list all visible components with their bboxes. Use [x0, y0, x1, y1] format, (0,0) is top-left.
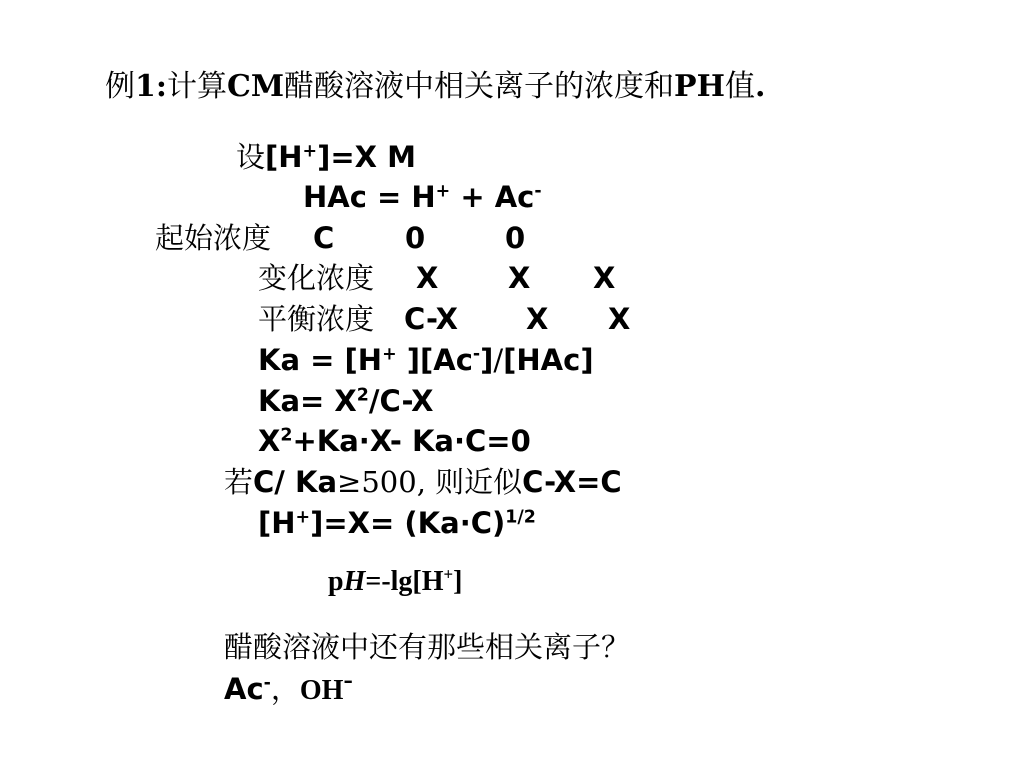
reaction-sup2: - — [534, 181, 542, 202]
ka-expr-sup2: - — [472, 344, 481, 365]
ph-sup: + — [443, 564, 454, 584]
initial-0b: 0 — [505, 221, 526, 255]
ka-expr-b: ][Ac — [396, 343, 473, 377]
cond-cn1: 若 — [224, 465, 254, 499]
ka-expr-slash: / — [493, 343, 504, 377]
ka-expr-a: Ka = [H — [258, 343, 383, 377]
cond-a: C/ Ka — [253, 465, 338, 499]
ions-sup2: - — [343, 664, 353, 696]
assume-cn: 设 — [236, 140, 266, 174]
quad-sup: 2 — [280, 425, 293, 446]
change-x2: X — [508, 261, 531, 295]
initial-line — [155, 221, 525, 256]
slide-title — [105, 70, 765, 104]
ka-x2-a: Ka= X — [258, 384, 357, 418]
ions-comma: ， — [270, 672, 300, 706]
equil-x3: X — [608, 302, 631, 336]
ions-ac: Ac — [224, 672, 264, 706]
quad-b: +Ka·X- Ka·C=0 — [292, 424, 531, 458]
equil-cx: C-X — [404, 302, 458, 336]
title-number: 1: — [135, 69, 167, 104]
title-prefix: 例 — [105, 69, 135, 104]
title-ph: PH — [674, 69, 725, 104]
title-text2: 醋酸溶液中相关离子的浓度和 — [284, 69, 675, 104]
ph-rest: =-lg[H — [365, 566, 444, 597]
title-cm: CM — [226, 69, 285, 104]
change-x3: X — [593, 261, 616, 295]
ka-x2-b: /C-X — [368, 384, 434, 418]
quad-a: X — [258, 424, 281, 458]
condition-line — [224, 465, 622, 500]
ions-line — [224, 664, 353, 708]
hplus-sup2: 1/2 — [505, 507, 536, 528]
reaction-sup1: + — [435, 181, 451, 202]
initial-label: 起始浓度 — [155, 221, 272, 255]
initial-c: C — [313, 221, 335, 255]
assume-sup: + — [302, 141, 318, 162]
ka-expr-c: ] — [480, 343, 494, 377]
change-line — [258, 261, 615, 296]
title-text3: 值 — [724, 69, 755, 104]
reaction-line — [303, 180, 542, 214]
question-line: 醋酸溶液中还有那些相关离子？ — [224, 630, 631, 664]
ph-formula — [328, 565, 462, 599]
hplus-sup1: + — [295, 507, 311, 528]
equil-label: 平衡浓度 — [258, 302, 375, 336]
hplus-a: [H — [258, 506, 296, 540]
ka-x2-sup: 2 — [356, 385, 369, 406]
cond-comma: , — [416, 465, 436, 499]
change-x1: X — [416, 261, 439, 295]
ph-p: p — [328, 566, 344, 597]
reaction-mid: + Ac — [450, 180, 535, 214]
assume-eq — [265, 140, 416, 174]
ka-expression — [258, 343, 594, 377]
assume-eq-text: [H — [265, 140, 303, 174]
hplus-b: ]=X= (Ka·C) — [310, 506, 506, 540]
cond-num: 500 — [361, 465, 417, 499]
assume-rest: ]=X M — [317, 140, 416, 174]
change-label: 变化浓度 — [258, 261, 375, 295]
equil-line — [258, 302, 630, 337]
ions-oh: OH — [299, 675, 344, 706]
assume-line — [236, 140, 416, 175]
ph-end: ] — [453, 566, 463, 597]
ka-x2-line — [258, 384, 433, 418]
ka-expr-sup1: + — [382, 344, 397, 365]
hplus-line — [258, 506, 536, 540]
cond-ge: ≥ — [337, 465, 362, 499]
ph-h: H — [343, 566, 366, 597]
initial-0a: 0 — [405, 221, 426, 255]
title-text1: 计算 — [166, 69, 227, 104]
quadratic-line — [258, 424, 531, 458]
reaction-left: HAc = H — [303, 180, 436, 214]
equil-x2: X — [526, 302, 549, 336]
ions-sup1: - — [263, 673, 271, 694]
cond-b: C-X=C — [522, 465, 622, 499]
title-period: . — [754, 69, 766, 104]
ka-expr-d: [HAc] — [503, 343, 594, 377]
cond-cn2: 则近似 — [435, 465, 523, 499]
